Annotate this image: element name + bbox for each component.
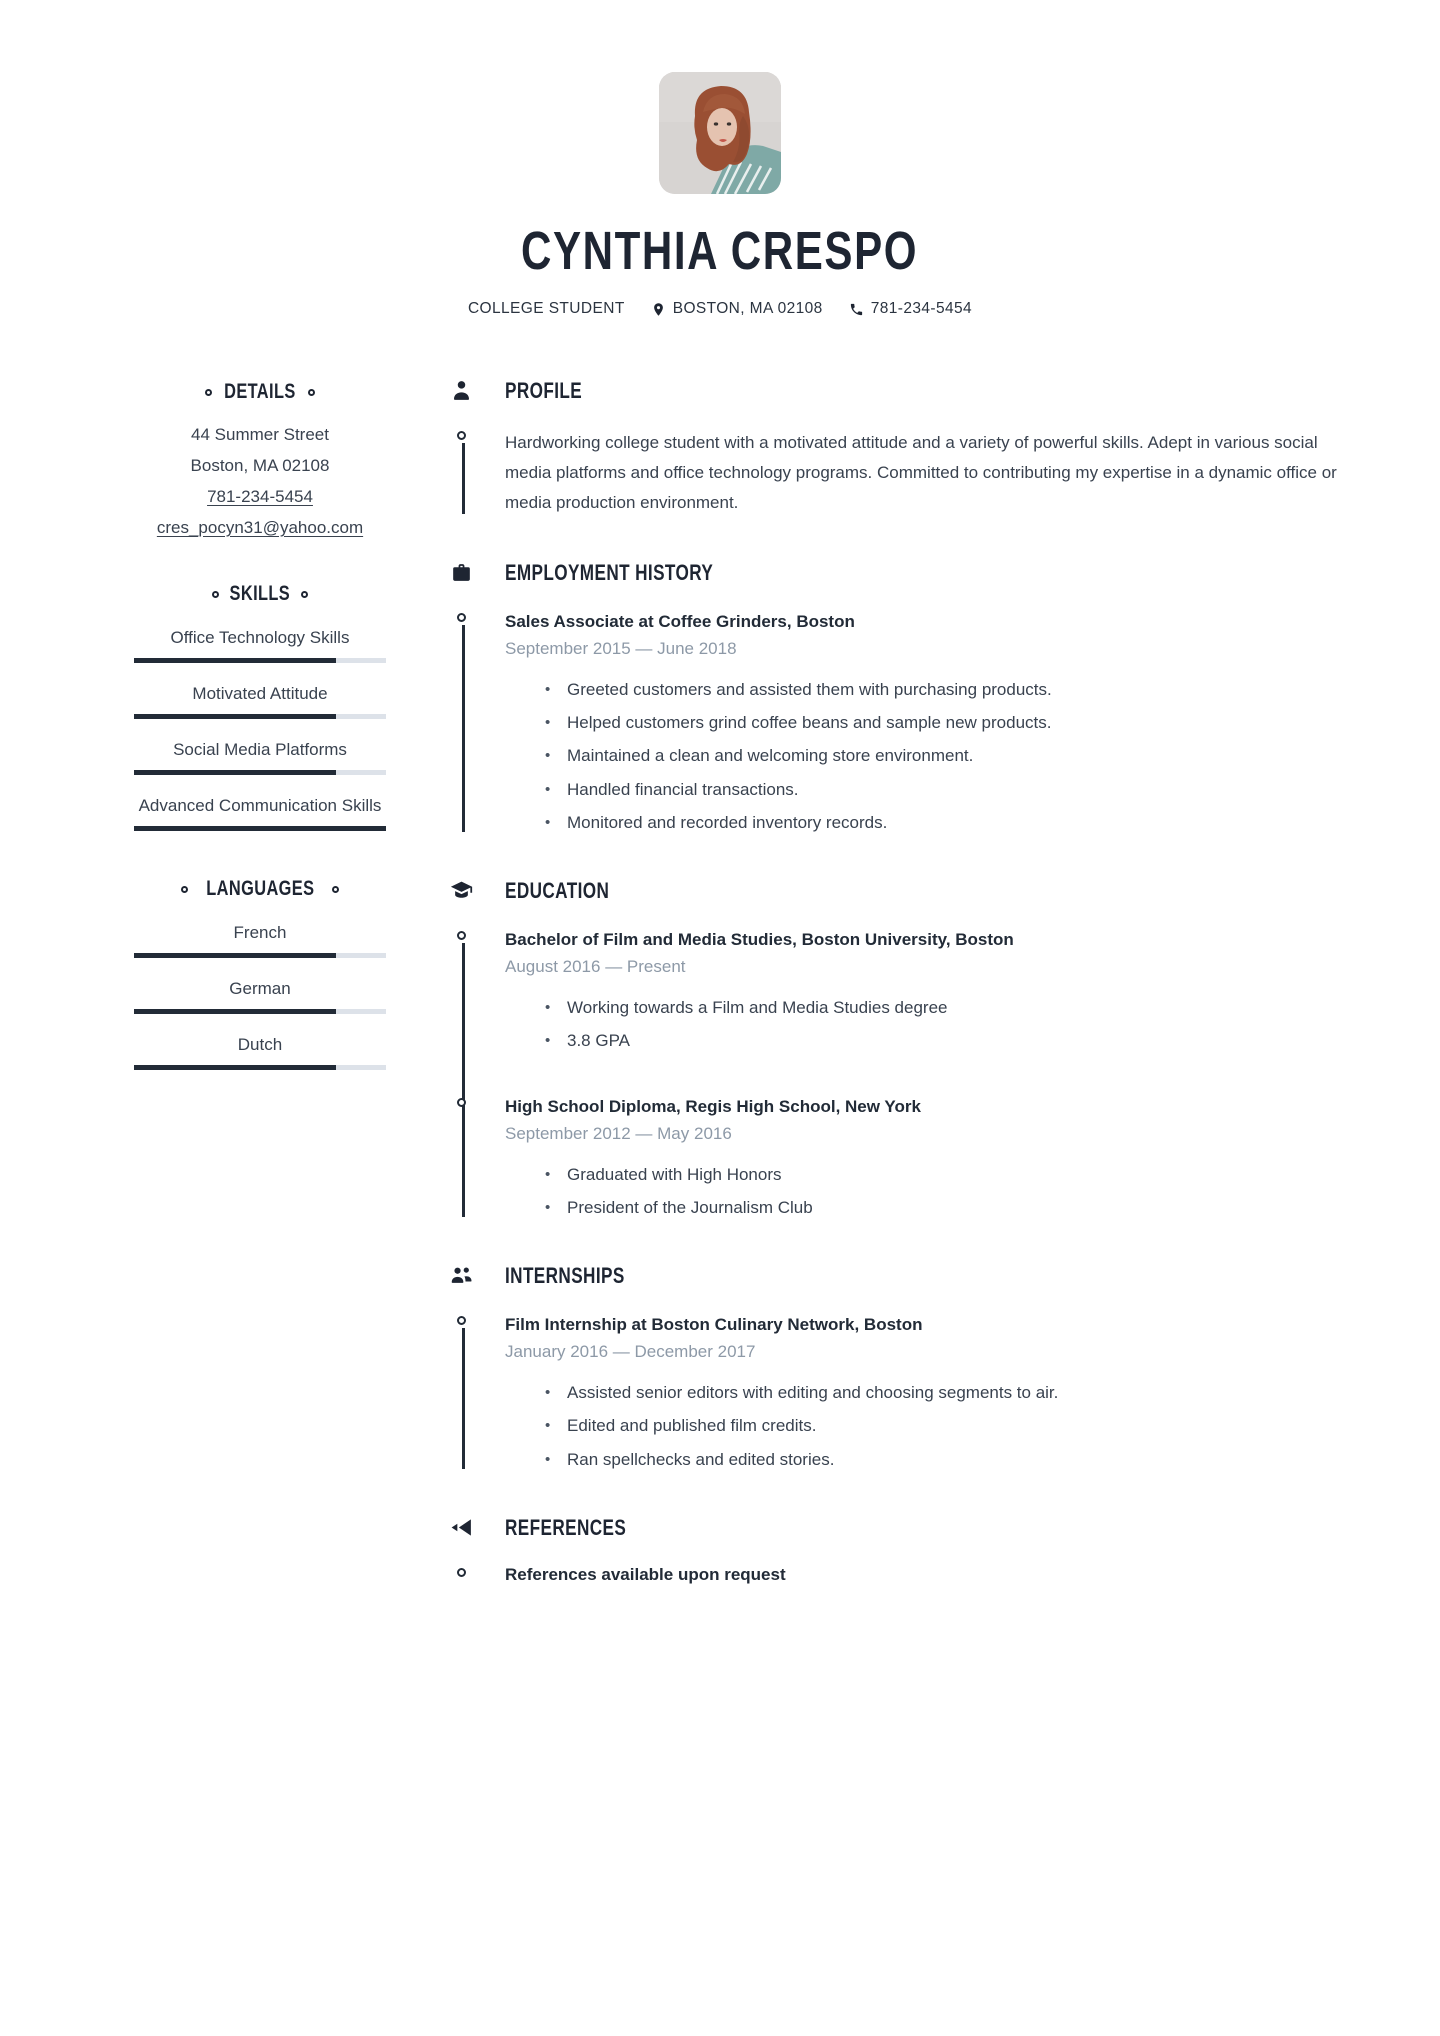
entry-bullets: [505, 995, 1340, 1055]
phone-item: 781-234-5454: [849, 300, 972, 318]
job-title: COLLEGE STUDENT: [467, 300, 625, 317]
skill-meter: [134, 714, 386, 719]
language-item: [100, 923, 420, 958]
language-label: German: [229, 979, 291, 998]
languages-section: [100, 877, 420, 1070]
timeline-dot: [457, 1568, 466, 1577]
megaphone-icon: [449, 1515, 474, 1540]
contact-line: [0, 300, 1440, 318]
entry-bullets: [505, 1380, 1340, 1473]
employment-entry: [505, 610, 1340, 837]
bullet-item: • Graduated with High Honors: [545, 1162, 1340, 1188]
skill-meter: [134, 658, 386, 663]
timeline-line: [462, 1328, 465, 1469]
timeline-dot: [457, 1098, 466, 1107]
phone-icon: [849, 302, 864, 317]
profile-text: Hardworking college student with a motivated attitude and a variety of powerful skills. Adept in various social media platforms and office technology programs. Committed to contributing my expertise in a dynamic office or media production environment.: [505, 433, 1337, 512]
ring-dot-icon: [205, 389, 212, 396]
references-heading: REFERENCES: [505, 1515, 627, 1541]
timeline-line: [462, 943, 465, 1217]
address-line2: Boston, MA 02108: [190, 456, 330, 475]
bullet-item: • Ran spellchecks and edited stories.: [545, 1447, 1340, 1473]
internship-entry: [505, 1313, 1340, 1473]
entry-title: Bachelor of Film and Media Studies, Boston University, Boston: [505, 930, 1014, 950]
language-label: French: [233, 923, 287, 942]
entry-title: Film Internship at Boston Culinary Network, Boston: [505, 1315, 923, 1335]
internships-heading: INTERNSHIPS: [505, 1263, 625, 1289]
graduation-cap-icon: [449, 878, 474, 903]
sidebar: [100, 380, 420, 1629]
entry-title: High School Diploma, Regis High School, New York: [505, 1096, 921, 1116]
details-section: [100, 380, 420, 536]
education-entry: [505, 928, 1340, 1054]
language-item: [100, 979, 420, 1014]
language-meter: [134, 953, 386, 958]
ring-dot-icon: [332, 886, 339, 893]
education-section: [440, 880, 1340, 1221]
timeline-dot: [457, 931, 466, 940]
skill-label: Social Media Platforms: [173, 740, 347, 759]
languages-heading: LANGUAGES: [100, 877, 420, 901]
person-icon: [449, 378, 474, 403]
location-item: BOSTON, MA 02108: [651, 300, 823, 318]
skill-item: [100, 796, 420, 831]
education-entry: [505, 1095, 1340, 1221]
skill-label: Motivated Attitude: [192, 684, 328, 703]
employment-heading: EMPLOYMENT HISTORY: [505, 559, 714, 585]
bullet-item: • Working towards a Film and Media Studies degree: [545, 995, 1340, 1021]
skill-item: [100, 684, 420, 719]
ring-dot-icon: [301, 591, 308, 598]
details-heading: DETAILS: [100, 380, 420, 404]
entry-dates: January 2016 — December 2017: [505, 1342, 756, 1361]
language-item: [100, 1035, 420, 1070]
timeline-dot: [457, 431, 466, 440]
timeline-line: [462, 625, 465, 833]
ring-dot-icon: [308, 389, 315, 396]
address-line1: 44 Summer Street: [191, 425, 329, 444]
skill-label: Office Technology Skills: [170, 628, 350, 647]
skill-meter: [134, 826, 386, 831]
profile-heading: PROFILE: [505, 378, 583, 403]
skill-item: [100, 628, 420, 663]
main-column: [440, 380, 1340, 1629]
education-heading: EDUCATION: [505, 878, 610, 904]
ring-dot-icon: [181, 886, 188, 893]
references-note: References available upon request: [505, 1565, 786, 1585]
language-label: Dutch: [237, 1035, 283, 1054]
profile-section: [440, 380, 1340, 518]
bullet-item: • Assisted senior editors with editing and choosing segments to air.: [545, 1380, 1340, 1406]
internships-section: [440, 1265, 1340, 1473]
people-icon: [449, 1263, 474, 1288]
location-pin-icon: [651, 301, 666, 318]
timeline-line: [462, 443, 465, 514]
skills-section: [100, 582, 420, 831]
portrait-illustration: [659, 72, 781, 194]
timeline-dot: [457, 1316, 466, 1325]
references-section: [440, 1517, 1340, 1585]
page-title: CYNTHIA CRESPO: [521, 221, 919, 281]
email-link[interactable]: cres_pocyn31@yahoo.com: [156, 518, 364, 537]
briefcase-icon: [449, 560, 474, 585]
profile-photo: [659, 72, 781, 194]
timeline-dot: [457, 613, 466, 622]
language-meter: [134, 1065, 386, 1070]
skills-heading: SKILLS: [100, 582, 420, 606]
bullet-item: • Greeted customers and assisted them with purchasing products.: [545, 677, 1340, 703]
language-meter: [134, 1009, 386, 1014]
entry-dates: August 2016 — Present: [505, 957, 686, 977]
bullet-item: • Handled financial transactions.: [545, 777, 1340, 803]
bullet-item: • Edited and published film credits.: [545, 1413, 1340, 1439]
entry-bullets: [505, 677, 1340, 837]
employment-section: [440, 559, 1340, 837]
skill-item: [100, 740, 420, 775]
skill-label: Advanced Communication Skills: [138, 796, 382, 815]
phone-link[interactable]: 781-234-5454: [207, 487, 313, 506]
entry-dates: September 2012 — May 2016: [505, 1123, 732, 1143]
skill-meter: [134, 770, 386, 775]
bullet-item: • 3.8 GPA: [545, 1028, 1340, 1054]
bullet-item: • Helped customers grind coffee beans and sample new products.: [545, 710, 1340, 736]
ring-dot-icon: [212, 591, 219, 598]
bullet-item: • Maintained a clean and welcoming store environment.: [545, 743, 1340, 769]
bullet-item: • Monitored and recorded inventory records.: [545, 810, 1340, 836]
bullet-item: • President of the Journalism Club: [545, 1195, 1340, 1221]
entry-dates: September 2015 — June 2018: [505, 638, 737, 658]
entry-bullets: [505, 1162, 1340, 1222]
entry-title: Sales Associate at Coffee Grinders, Boston: [505, 611, 855, 631]
